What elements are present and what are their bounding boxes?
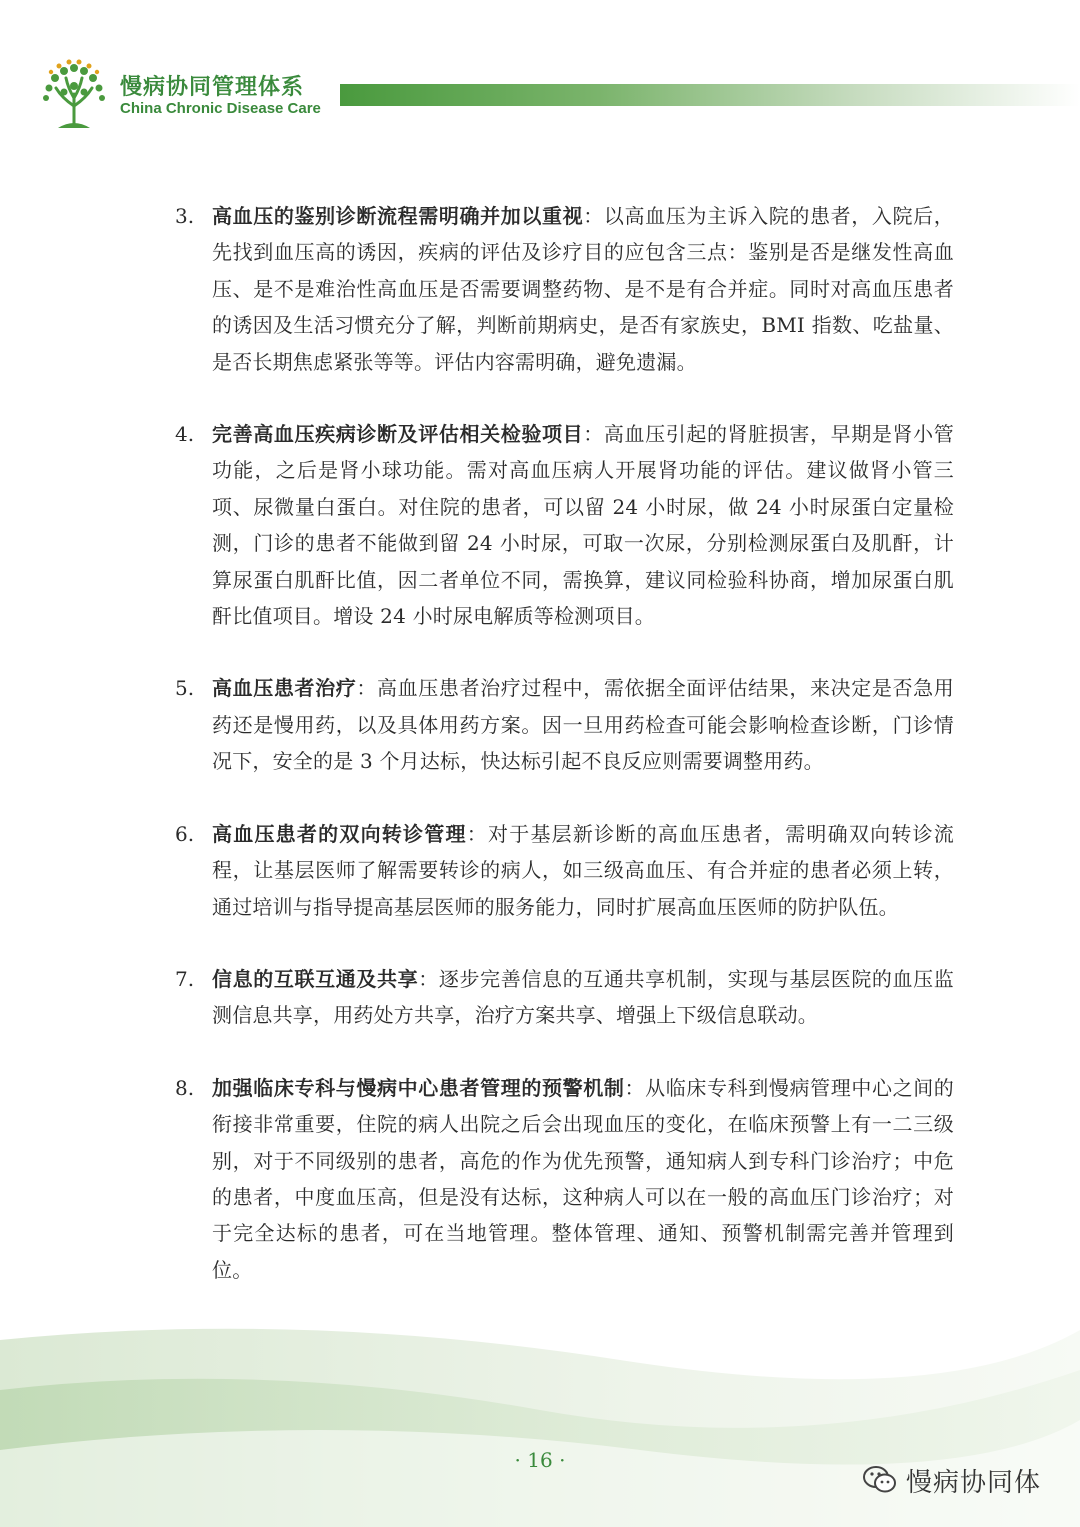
item-separator: ：: [624, 1075, 646, 1100]
item-title: 高血压患者的双向转诊管理: [212, 821, 467, 846]
list-item: [172, 816, 954, 925]
item-title: 高血压的鉴别诊断流程需明确并加以重视: [212, 204, 584, 228]
item-paragraph: [212, 1070, 954, 1288]
item-separator: ：: [466, 821, 488, 846]
tree-of-people-icon: [38, 58, 110, 132]
page-header: [0, 0, 1080, 150]
wechat-icon: [862, 1464, 898, 1496]
item-number: 5.: [175, 676, 195, 701]
item-paragraph: [212, 198, 954, 380]
header-gradient-bar: [340, 84, 1080, 106]
document-body: [172, 198, 954, 1324]
watermark: [862, 1462, 1041, 1498]
item-paragraph: [212, 961, 954, 1034]
item-title: 信息的互联互通及共享: [212, 966, 419, 991]
item-body: 对于基层新诊断的高血压患者，需明确双向转诊流程，让基层医师了解需要转诊的病人，如三级高血压、有合并症的患者必须上转，通过培训与指导提高基层医师的服务能力，同时扩展高血压医师的防护队伍。: [212, 821, 954, 919]
list-item: [172, 961, 954, 1034]
item-separator: ：: [356, 676, 377, 701]
item-number: 6.: [175, 821, 195, 846]
item-separator: ：: [583, 204, 604, 228]
item-separator: ：: [583, 422, 604, 447]
item-title: 高血压患者治疗: [212, 676, 357, 701]
item-number: 3.: [175, 204, 195, 228]
item-body: 高血压引起的肾脏损害，早期是肾小管功能，之后是肾小球功能。需对高血压病人开展肾功能的评估。建议做肾小管三项、尿微量白蛋白。对住院的患者，可以留 24 小时尿，做 24 小时尿蛋白定量检测，门诊的患者不能做到留 24 小时尿，可取一次尿，分别检测尿蛋白及肌酐，计算尿蛋白肌酐比值，因二者单位不同，需换算，建议同检验科协商，增加尿蛋白肌酐比值项目。增设 24 小时尿电解质等检测项目。: [212, 422, 954, 629]
item-body: 从临床专科到慢病管理中心之间的衔接非常重要，住院的病人出院之后会出现血压的变化，在临床预警上有一二三级别，对于不同级别的患者，高危的作为优先预警，通知病人到专科门诊治疗；中危的患者，中度血压高，但是没有达标，这种病人可以在一般的高血压门诊治疗；对于完全达标的患者，可在当地管理。整体管理、通知、预警机制需完善并管理到位。: [212, 1075, 955, 1282]
item-title: 加强临床专科与慢病中心患者管理的预警机制: [212, 1075, 625, 1100]
item-number: 4.: [175, 422, 195, 447]
list-item: [172, 416, 954, 634]
item-paragraph: [212, 816, 954, 925]
brand-title-cn: 慢病协同管理体系: [120, 75, 305, 100]
item-number: 8.: [175, 1075, 195, 1100]
item-paragraph: [212, 416, 954, 634]
item-body: 逐步完善信息的互通共享机制，实现与基层医院的血压监测信息共享，用药处方共享，治疗方案共享、增强上下级信息联动。: [212, 966, 955, 1028]
list-item: [172, 1070, 954, 1288]
item-separator: ：: [418, 966, 439, 991]
brand-title-en: China Chronic Disease Care: [120, 100, 321, 117]
page-number: · 16 ·: [514, 1448, 566, 1472]
list-item: [172, 198, 954, 380]
item-paragraph: [212, 670, 954, 779]
item-body: 高血压患者治疗过程中，需依据全面评估结果，来决定是否急用药还是慢用药，以及具体用药方案。因一旦用药检查可能会影响检查诊断，门诊情况下，安全的是 3 个月达标，快达标引起不良反应则需要调整用药。: [212, 676, 954, 774]
item-number: 7.: [175, 966, 195, 991]
item-body: 以高血压为主诉入院的患者，入院后，先找到血压高的诱因，疾病的评估及诊疗目的应包含三点：鉴别是否是继发性高血压、是不是难治性高血压是否需要调整药物、是不是有合并症。同时对高血压患者的诱因及生活习惯充分了解，判断前期病史，是否有家族史，BMI 指数、吃盐量、是否长期焦虑紧张等等。评估内容需明确，避免遗漏。: [212, 204, 954, 374]
item-title: 完善高血压疾病诊断及评估相关检验项目: [212, 422, 584, 447]
watermark-text: 慢病协同体: [906, 1467, 1042, 1498]
list-item: [172, 670, 954, 779]
